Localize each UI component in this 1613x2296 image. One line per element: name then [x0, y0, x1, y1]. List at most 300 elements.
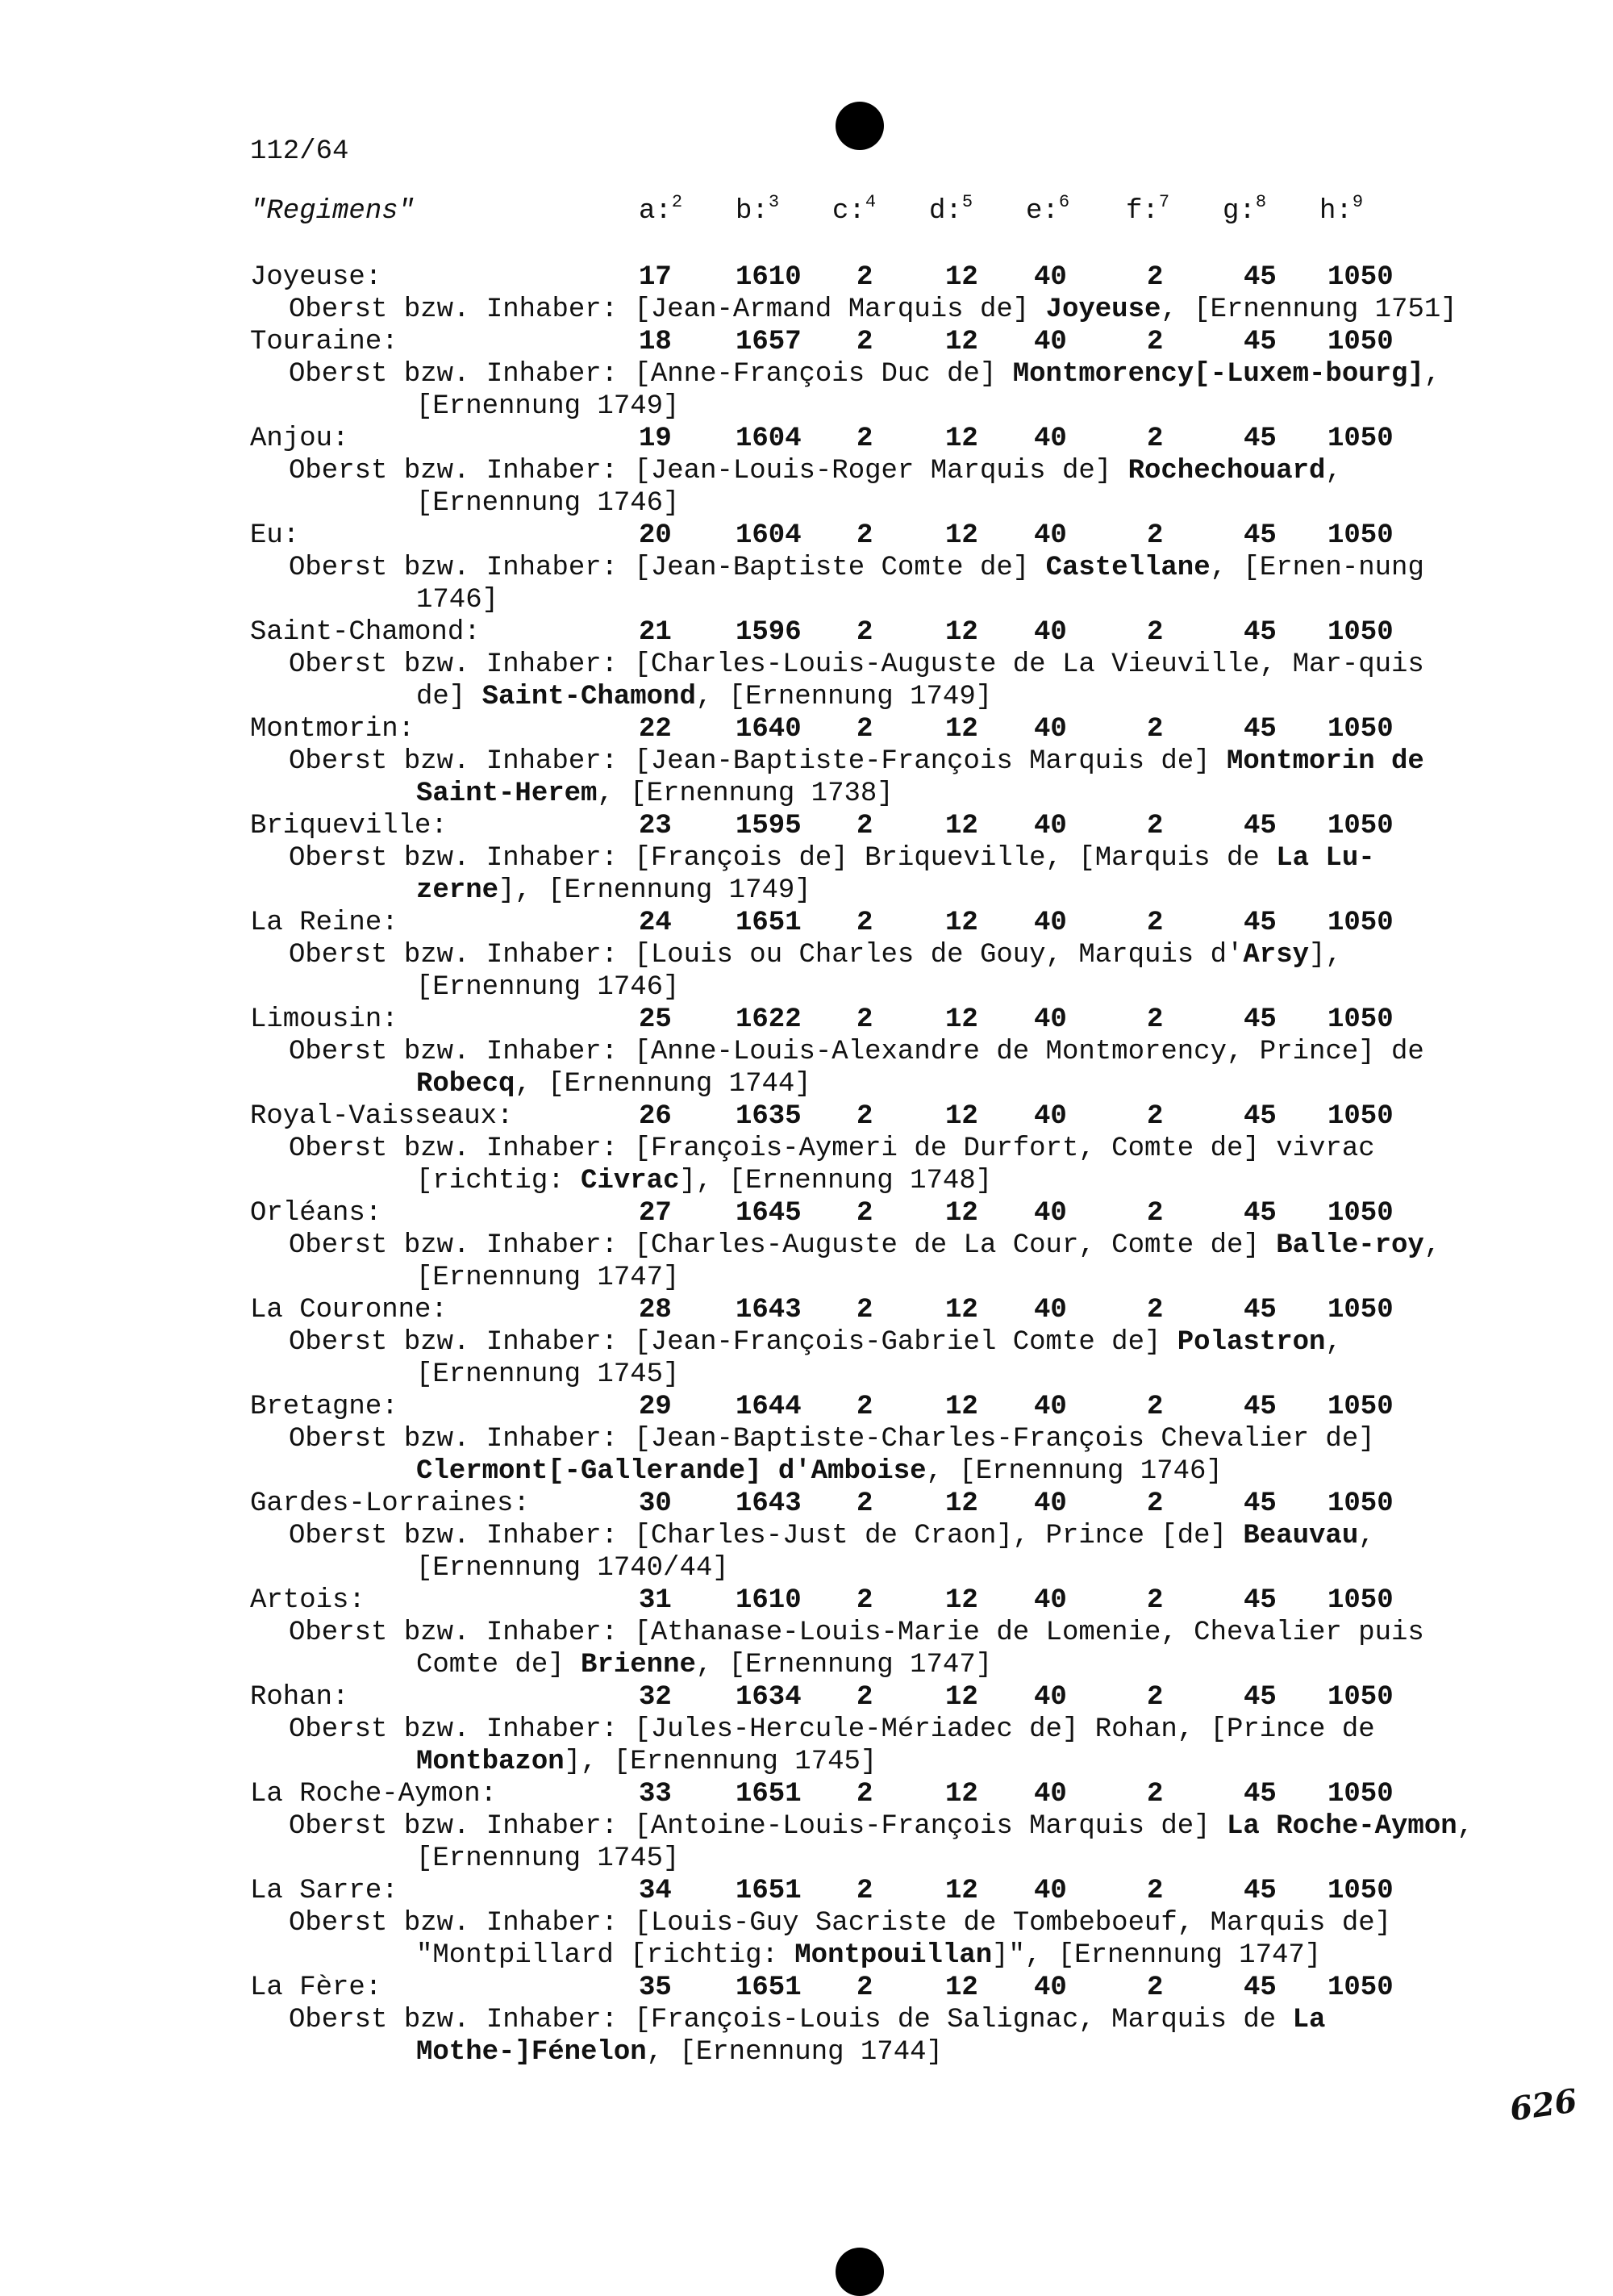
value-g: 45	[1244, 1972, 1277, 2003]
regiment-entry	[250, 1875, 1540, 1972]
value-h: 1050	[1327, 1392, 1394, 1422]
value-e: 40	[1034, 1779, 1067, 1810]
regiment-colonel	[250, 1810, 1476, 1875]
regiment-row	[250, 1681, 1540, 1714]
value-c: 2	[857, 1682, 873, 1713]
colonel-text: , [Ernennung 1744]	[646, 2037, 943, 2068]
value-c: 2	[857, 1295, 873, 1325]
value-h: 1050	[1327, 1682, 1394, 1713]
value-h: 1050	[1327, 617, 1394, 648]
value-d: 12	[945, 1488, 978, 1519]
regiment-entry	[250, 1778, 1540, 1875]
colonel-name-bold: La Mothe-]Fénelon	[416, 2005, 1326, 2068]
value-c: 2	[857, 1198, 873, 1229]
value-h: 1050	[1327, 1488, 1394, 1519]
value-c: 2	[857, 1392, 873, 1422]
value-c: 2	[857, 811, 873, 841]
regiment-colonel	[250, 1036, 1476, 1100]
colonel-text: , [Ernennung 1745]	[416, 1811, 1474, 1874]
value-f: 2	[1147, 1779, 1164, 1810]
colonel-name-bold: Civrac	[581, 1166, 680, 1196]
value-c: 2	[857, 424, 873, 454]
colonel-text: , [Ernennung 1749]	[695, 682, 993, 712]
regiment-name: Briqueville:	[250, 811, 448, 841]
value-d: 12	[945, 327, 978, 357]
value-d: 12	[945, 1876, 978, 1906]
regiment-name: La Reine:	[250, 908, 398, 938]
regiment-entry	[250, 1391, 1540, 1488]
value-g: 45	[1244, 1101, 1277, 1132]
column-b-header: b:$^3$	[736, 192, 780, 227]
value-f: 2	[1147, 908, 1164, 938]
regiment-name: Rohan:	[250, 1682, 349, 1713]
table-header	[250, 194, 1540, 229]
colonel-name-bold: Polastron	[1177, 1327, 1326, 1358]
regiment-entry	[250, 261, 1540, 326]
value-b: 1596	[736, 617, 802, 648]
value-c: 2	[857, 1779, 873, 1810]
value-c: 2	[857, 1972, 873, 2003]
regiment-colonel	[250, 1907, 1476, 1972]
colonel-text: ], [Ernennung 1746]	[416, 940, 1342, 1003]
value-g: 45	[1244, 908, 1277, 938]
regiment-entry	[250, 423, 1540, 520]
regiment-row	[250, 326, 1540, 358]
colonel-name-bold: Castellane	[1045, 553, 1211, 583]
regiment-name: Royal-Vaisseaux:	[250, 1101, 514, 1132]
regiment-colonel	[250, 2004, 1476, 2068]
column-a-header: a:$^2$	[639, 192, 683, 227]
colonel-text: Oberst bzw. Inhaber: [Antoine-Louis-François Marquis de]	[289, 1811, 1227, 1842]
value-g: 45	[1244, 327, 1277, 357]
column-g-header: g:$^8$	[1223, 192, 1267, 227]
value-a: 35	[639, 1972, 672, 2003]
value-f: 2	[1147, 1392, 1164, 1422]
value-b: 1604	[736, 424, 802, 454]
value-e: 40	[1034, 327, 1067, 357]
value-f: 2	[1147, 1585, 1164, 1616]
colonel-text: Oberst bzw. Inhaber: [François-Aymeri de Durfort, Comte de] vivrac [richtig:	[289, 1133, 1375, 1196]
value-g: 45	[1244, 1682, 1277, 1713]
regiment-colonel	[250, 842, 1476, 907]
colonel-name-bold: Arsy	[1243, 940, 1310, 971]
column-f-header: f:$^7$	[1126, 192, 1170, 227]
value-e: 40	[1034, 424, 1067, 454]
colonel-text: Oberst bzw. Inhaber: [François-Louis de Salignac, Marquis de	[289, 2005, 1293, 2035]
colonel-text: ], [Ernennung 1749]	[498, 875, 811, 906]
value-b: 1645	[736, 1198, 802, 1229]
colonel-text: Oberst bzw. Inhaber: [Charles-Louis-Auguste de La Vieuville, Mar-quis de]	[289, 649, 1424, 712]
value-g: 45	[1244, 811, 1277, 841]
value-b: 1610	[736, 1585, 802, 1616]
regiment-row	[250, 1100, 1540, 1133]
regiment-entry	[250, 616, 1540, 713]
regiment-entry	[250, 1100, 1540, 1197]
folio-number: 626	[1507, 2081, 1580, 2129]
column-e-header: e:$^6$	[1026, 192, 1070, 227]
value-h: 1050	[1327, 1101, 1394, 1132]
colonel-name-bold: Balle-roy	[1276, 1230, 1424, 1261]
regiment-colonel	[250, 552, 1476, 616]
colonel-text: , [Ernennung 1747]	[695, 1650, 993, 1680]
regiment-colonel	[250, 1617, 1476, 1681]
regiment-name: Joyeuse:	[250, 262, 382, 293]
value-f: 2	[1147, 1295, 1164, 1325]
value-b: 1640	[736, 714, 802, 745]
value-a: 18	[639, 327, 672, 357]
value-c: 2	[857, 908, 873, 938]
regiment-colonel	[250, 649, 1476, 713]
regiment-name: La Couronne:	[250, 1295, 448, 1325]
value-e: 40	[1034, 520, 1067, 551]
value-a: 26	[639, 1101, 672, 1132]
colonel-text: , [Ernen-nung 1746]	[416, 553, 1424, 616]
value-c: 2	[857, 1488, 873, 1519]
colonel-text: ], [Ernennung 1748]	[679, 1166, 993, 1196]
regiment-colonel	[250, 294, 1476, 326]
value-b: 1604	[736, 520, 802, 551]
regiment-colonel	[250, 455, 1476, 520]
value-d: 12	[945, 424, 978, 454]
colonel-name-bold: Beauvau	[1243, 1521, 1359, 1551]
value-d: 12	[945, 908, 978, 938]
value-f: 2	[1147, 1101, 1164, 1132]
value-b: 1643	[736, 1295, 802, 1325]
value-d: 12	[945, 617, 978, 648]
regiment-row	[250, 1391, 1540, 1423]
value-a: 28	[639, 1295, 672, 1325]
colonel-name-bold: Joyeuse	[1045, 294, 1161, 325]
value-h: 1050	[1327, 262, 1394, 293]
regiment-name: Montmorin:	[250, 714, 415, 745]
regiment-row	[250, 1197, 1540, 1229]
value-a: 25	[639, 1004, 672, 1035]
value-e: 40	[1034, 811, 1067, 841]
value-f: 2	[1147, 520, 1164, 551]
value-g: 45	[1244, 1004, 1277, 1035]
value-g: 45	[1244, 1488, 1277, 1519]
regiment-row	[250, 907, 1540, 939]
colonel-text: , [Ernennung 1746]	[926, 1456, 1223, 1487]
value-f: 2	[1147, 1682, 1164, 1713]
value-b: 1622	[736, 1004, 802, 1035]
column-c-header: c:$^4$	[832, 192, 877, 227]
colonel-name-bold: Montpouillan	[794, 1940, 993, 1971]
value-e: 40	[1034, 908, 1067, 938]
regiment-row	[250, 1488, 1540, 1520]
value-g: 45	[1244, 714, 1277, 745]
value-a: 22	[639, 714, 672, 745]
colonel-text: Oberst bzw. Inhaber: [Jean-Armand Marquis de]	[289, 294, 1046, 325]
value-c: 2	[857, 1101, 873, 1132]
column-h-header: h:$^9$	[1319, 192, 1364, 227]
colonel-name-bold: Montmorin de Saint-Herem	[416, 746, 1424, 809]
value-g: 45	[1244, 1198, 1277, 1229]
regiment-row	[250, 1294, 1540, 1326]
colonel-name-bold: Clermont[-Gallerande] d'Amboise	[416, 1456, 927, 1487]
regiment-name: Touraine:	[250, 327, 398, 357]
regiment-name: Artois:	[250, 1585, 365, 1616]
value-c: 2	[857, 714, 873, 745]
value-h: 1050	[1327, 327, 1394, 357]
regiment-colonel	[250, 1714, 1476, 1778]
value-h: 1050	[1327, 811, 1394, 841]
value-c: 2	[857, 327, 873, 357]
colonel-text: , [Ernennung 1751]	[1161, 294, 1457, 325]
value-f: 2	[1147, 714, 1164, 745]
value-a: 23	[639, 811, 672, 841]
value-g: 45	[1244, 617, 1277, 648]
regiment-name: Anjou:	[250, 424, 349, 454]
value-c: 2	[857, 1004, 873, 1035]
value-f: 2	[1147, 1972, 1164, 2003]
regiment-name: La Roche-Aymon:	[250, 1779, 498, 1810]
value-e: 40	[1034, 1972, 1067, 2003]
value-d: 12	[945, 1392, 978, 1422]
value-g: 45	[1244, 1779, 1277, 1810]
value-c: 2	[857, 1876, 873, 1906]
value-h: 1050	[1327, 1295, 1394, 1325]
value-e: 40	[1034, 1198, 1067, 1229]
colonel-text: , [Ernennung 1744]	[515, 1069, 811, 1100]
regiment-row	[250, 1972, 1540, 2004]
colonel-name-bold: Rochechouard	[1127, 456, 1326, 486]
regiment-colonel	[250, 1133, 1476, 1197]
regiment-name: Saint-Chamond:	[250, 617, 481, 648]
regiment-entry	[250, 907, 1540, 1004]
value-e: 40	[1034, 262, 1067, 293]
colonel-text: , [Ernennung 1749]	[416, 359, 1441, 422]
regiment-colonel	[250, 1423, 1476, 1488]
value-c: 2	[857, 262, 873, 293]
value-a: 31	[639, 1585, 672, 1616]
value-e: 40	[1034, 1682, 1067, 1713]
value-h: 1050	[1327, 424, 1394, 454]
colonel-text: , [Ernennung 1740/44]	[416, 1521, 1375, 1584]
regiment-entry	[250, 1294, 1540, 1391]
value-a: 32	[639, 1682, 672, 1713]
value-b: 1635	[736, 1101, 802, 1132]
colonel-text: Oberst bzw. Inhaber: [François de] Briqueville, [Marquis de	[289, 843, 1277, 874]
colonel-text: Oberst bzw. Inhaber: [Louis ou Charles de Gouy, Marquis d'	[289, 940, 1244, 971]
colonel-name-bold: Brienne	[581, 1650, 696, 1680]
regiment-colonel	[250, 745, 1476, 810]
regiment-entry	[250, 1004, 1540, 1100]
regiment-entry	[250, 713, 1540, 810]
value-d: 12	[945, 520, 978, 551]
regiment-entry	[250, 326, 1540, 423]
value-b: 1651	[736, 908, 802, 938]
regiment-entry	[250, 1972, 1540, 2068]
value-h: 1050	[1327, 1876, 1394, 1906]
value-b: 1610	[736, 262, 802, 293]
value-d: 12	[945, 811, 978, 841]
regiment-list	[250, 261, 1540, 2068]
value-e: 40	[1034, 714, 1067, 745]
colonel-text: ]", [Ernennung 1747]	[992, 1940, 1322, 1971]
value-a: 34	[639, 1876, 672, 1906]
colonel-text: Oberst bzw. Inhaber: [Athanase-Louis-Marie de Lomenie, Chevalier puis Comte de]	[289, 1618, 1424, 1680]
value-h: 1050	[1327, 1004, 1394, 1035]
colonel-name-bold: Montmorency[-Luxem-bourg]	[1012, 359, 1424, 390]
colonel-text: Oberst bzw. Inhaber: [Jean-Baptiste-François Marquis de]	[289, 746, 1227, 777]
regiment-row	[250, 423, 1540, 455]
value-f: 2	[1147, 1488, 1164, 1519]
colonel-text: , [Ernennung 1747]	[416, 1230, 1441, 1293]
colonel-text: Oberst bzw. Inhaber: [Jean-Baptiste Comte de]	[289, 553, 1046, 583]
value-f: 2	[1147, 811, 1164, 841]
value-b: 1644	[736, 1392, 802, 1422]
colonel-text: Oberst bzw. Inhaber: [Jean-François-Gabriel Comte de]	[289, 1327, 1177, 1358]
value-e: 40	[1034, 1392, 1067, 1422]
punch-hole-bottom	[836, 2248, 884, 2296]
regiment-row	[250, 810, 1540, 842]
regiment-row	[250, 261, 1540, 294]
value-b: 1651	[736, 1972, 802, 2003]
regiment-entry	[250, 1584, 1540, 1681]
value-h: 1050	[1327, 1972, 1394, 2003]
regiment-entry	[250, 1681, 1540, 1778]
regiment-name: La Sarre:	[250, 1876, 398, 1906]
value-g: 45	[1244, 1585, 1277, 1616]
value-d: 12	[945, 262, 978, 293]
regiment-row	[250, 616, 1540, 649]
regiment-entry	[250, 1197, 1540, 1294]
value-h: 1050	[1327, 520, 1394, 551]
regiment-entry	[250, 810, 1540, 907]
value-b: 1643	[736, 1488, 802, 1519]
value-d: 12	[945, 1198, 978, 1229]
value-f: 2	[1147, 1198, 1164, 1229]
regiment-colonel	[250, 1326, 1476, 1391]
colonel-name-bold: Montbazon	[416, 1747, 565, 1777]
value-e: 40	[1034, 1004, 1067, 1035]
value-a: 24	[639, 908, 672, 938]
value-d: 12	[945, 1972, 978, 2003]
colonel-name-bold: La Lu-zerne	[416, 843, 1375, 906]
value-b: 1657	[736, 327, 802, 357]
regiment-row	[250, 1004, 1540, 1036]
colonel-name-bold: La Roche-Aymon	[1227, 1811, 1457, 1842]
value-a: 17	[639, 262, 672, 293]
value-c: 2	[857, 617, 873, 648]
value-h: 1050	[1327, 714, 1394, 745]
value-g: 45	[1244, 520, 1277, 551]
value-d: 12	[945, 1585, 978, 1616]
colonel-text: Oberst bzw. Inhaber: [Jean-Louis-Roger Marquis de]	[289, 456, 1128, 486]
value-e: 40	[1034, 1295, 1067, 1325]
colonel-text: , [Ernennung 1738]	[597, 779, 894, 809]
value-e: 40	[1034, 617, 1067, 648]
colonel-text: , [Ernennung 1746]	[416, 456, 1342, 519]
value-f: 2	[1147, 262, 1164, 293]
regiment-entry	[250, 520, 1540, 616]
page-reference: 112/64	[250, 136, 349, 167]
regiment-colonel	[250, 939, 1476, 1004]
value-h: 1050	[1327, 1779, 1394, 1810]
value-f: 2	[1147, 327, 1164, 357]
value-a: 29	[639, 1392, 672, 1422]
value-f: 2	[1147, 1004, 1164, 1035]
value-f: 2	[1147, 617, 1164, 648]
value-a: 30	[639, 1488, 672, 1519]
value-f: 2	[1147, 1876, 1164, 1906]
value-e: 40	[1034, 1876, 1067, 1906]
colonel-name-bold: Robecq	[416, 1069, 515, 1100]
value-h: 1050	[1327, 908, 1394, 938]
value-c: 2	[857, 1585, 873, 1616]
regiment-colonel	[250, 1229, 1476, 1294]
colonel-text: Oberst bzw. Inhaber: [Jean-Baptiste-Charles-François Chevalier de]	[289, 1424, 1375, 1455]
value-d: 12	[945, 714, 978, 745]
value-g: 45	[1244, 1876, 1277, 1906]
value-g: 45	[1244, 1392, 1277, 1422]
regiment-row	[250, 713, 1540, 745]
regiment-name: Gardes-Lorraines:	[250, 1488, 530, 1519]
regiment-colonel	[250, 1520, 1476, 1584]
value-a: 20	[639, 520, 672, 551]
colonel-text: Oberst bzw. Inhaber: [Louis-Guy Sacriste de Tombeboeuf, Marquis de] "Montpillard [richtig:	[289, 1908, 1392, 1971]
colonel-name-bold: Saint-Chamond	[481, 682, 696, 712]
value-g: 45	[1244, 424, 1277, 454]
regiment-name: Bretagne:	[250, 1392, 398, 1422]
value-d: 12	[945, 1779, 978, 1810]
value-d: 12	[945, 1101, 978, 1132]
header-label: "Regimens"	[250, 196, 415, 227]
regiment-row	[250, 1584, 1540, 1617]
regiment-colonel	[250, 358, 1476, 423]
colonel-text: Oberst bzw. Inhaber: [Charles-Auguste de La Cour, Comte de]	[289, 1230, 1277, 1261]
regiment-name: Orléans:	[250, 1198, 382, 1229]
colonel-text: Oberst bzw. Inhaber: [Anne-François Duc de]	[289, 359, 1013, 390]
regiment-row	[250, 520, 1540, 552]
value-a: 21	[639, 617, 672, 648]
regiment-row	[250, 1875, 1540, 1907]
column-d-header: d:$^5$	[929, 192, 973, 227]
regiment-name: La Fère:	[250, 1972, 382, 2003]
value-e: 40	[1034, 1585, 1067, 1616]
punch-hole-top	[836, 102, 884, 150]
value-e: 40	[1034, 1488, 1067, 1519]
value-a: 27	[639, 1198, 672, 1229]
value-d: 12	[945, 1295, 978, 1325]
value-b: 1651	[736, 1876, 802, 1906]
value-d: 12	[945, 1004, 978, 1035]
value-f: 2	[1147, 424, 1164, 454]
colonel-text: ], [Ernennung 1745]	[564, 1747, 877, 1777]
regiment-row	[250, 1778, 1540, 1810]
value-g: 45	[1244, 262, 1277, 293]
value-b: 1595	[736, 811, 802, 841]
regiment-name: Eu:	[250, 520, 300, 551]
value-a: 33	[639, 1779, 672, 1810]
colonel-text: Oberst bzw. Inhaber: [Anne-Louis-Alexandre de Montmorency, Prince] de	[289, 1037, 1424, 1067]
value-d: 12	[945, 1682, 978, 1713]
colonel-text: Oberst bzw. Inhaber: [Charles-Just de Craon], Prince [de]	[289, 1521, 1244, 1551]
regiment-entry	[250, 1488, 1540, 1584]
value-c: 2	[857, 520, 873, 551]
value-b: 1651	[736, 1779, 802, 1810]
value-h: 1050	[1327, 1198, 1394, 1229]
value-b: 1634	[736, 1682, 802, 1713]
regiment-name: Limousin:	[250, 1004, 398, 1035]
value-a: 19	[639, 424, 672, 454]
value-e: 40	[1034, 1101, 1067, 1132]
value-h: 1050	[1327, 1585, 1394, 1616]
colonel-text: Oberst bzw. Inhaber: [Jules-Hercule-Mériadec de] Rohan, [Prince de	[289, 1714, 1375, 1745]
colonel-text: , [Ernennung 1745]	[416, 1327, 1342, 1390]
value-g: 45	[1244, 1295, 1277, 1325]
